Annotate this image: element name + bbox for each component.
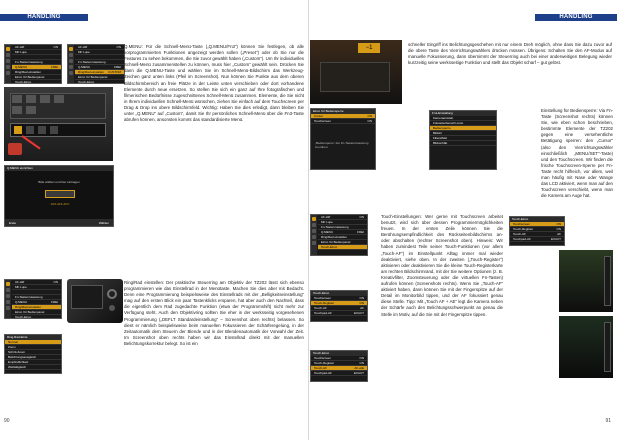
menu-row-label: AF-Hilf	[15, 280, 25, 284]
section-header-left: HANDLING	[0, 14, 88, 21]
menu-list	[12, 280, 61, 318]
screen-message: Bitte wählen und hier eintragen	[38, 180, 80, 184]
menu-screenshot-custom-1	[4, 44, 62, 84]
menu-row-label: Ring/Rad einstellen	[15, 70, 42, 74]
menu-row	[75, 80, 124, 84]
screen-title: Q.MENU einrichten	[5, 166, 113, 171]
menu-row-label: Einst. für Bedienpanel	[15, 310, 45, 314]
menu-row	[311, 371, 367, 376]
menu-row-label: Ring/Rad einstellen	[321, 235, 348, 239]
menu-row-label: Touchscreen	[314, 356, 332, 360]
menu-row-label: Weißabgleich	[8, 365, 27, 369]
menu-row-value: ON	[359, 296, 364, 300]
body-text-qmenu	[124, 44, 304, 278]
menu-row-label: Touch-AF	[513, 232, 526, 236]
menu-row-value: CUSTOM	[108, 70, 121, 74]
touch-setting-screenshot-2	[310, 290, 368, 322]
left-page	[0, 0, 308, 440]
menu-row-label: AF-Hilf	[321, 215, 331, 219]
menu-row-label: Einst. für Bedienpanel	[321, 240, 351, 244]
menu-row-label: Touch-AF	[314, 306, 327, 310]
menu-row-label: Fn-Tastenzuweisung	[78, 60, 106, 64]
menu-row	[311, 311, 367, 316]
screen-title: Touch-Einst.	[510, 217, 564, 222]
menu-row-label: Bildstil	[433, 131, 442, 135]
menu-row-label: Fn-Tastenzuweisung	[15, 60, 43, 64]
screen-footer-end: Ende	[9, 221, 17, 225]
menu-row-label: Q.MENU	[15, 300, 27, 304]
menu-list	[311, 114, 375, 124]
menu-screenshot-ring-dial	[4, 279, 62, 319]
menu-row-value: ON	[359, 356, 364, 360]
menu-row-value: ON	[556, 222, 561, 226]
menu-row-label: Cursor	[314, 114, 324, 118]
camera-back-photo	[67, 279, 123, 323]
menu-row-label: Touchscreen	[513, 222, 531, 226]
menu-row-label: Bediensperre	[433, 126, 451, 130]
menu-row-label: MF Lupe	[78, 50, 90, 54]
menu-row	[311, 119, 375, 124]
touch-setting-screenshot-3	[310, 350, 368, 382]
menu-list	[430, 116, 496, 146]
ring-dial-setting-screenshot	[4, 334, 62, 374]
menu-row	[510, 237, 564, 242]
menu-list	[5, 340, 61, 370]
ring-paragraph: Ring/Rad einstellen: Der praktische Steuerring am Objektiv der TZ202 lässt sich ebenso programmieren wie das Einstellrad in der Menütaste. Machen Sie dies aber mit Bedacht. Denn eine Programmierung beispielsweise des Einstellrads mit der „Belligkeitseinstellung“ mag auf den ersten Blick ein paar Tastenklicks ersparen, hat aber auch den Nachteil, dass die eigentlich dem Rad zugedachte Funktion (etwa der Programmshift) nicht mehr zur Verfügung steht. Auch den Objektivring sollten Sie eher in der werksseitig vorgesehenen Programmierung („DEFLT Standardeinstellung“ – Screenshot oben rechts) belassen. So dient er nämlich beispielsweise beim manuellen Fokussieren der Schärferegelung, in der Zeitautomatik dem Steuern der Blende und in der Blendenautomatik der Vorwahl der Zeit. Im Screenshot oben rechts haben wir das Einstellrad direkt mit der manuellen Belichtungskorrektur belegt. So ist ein	[124, 280, 304, 346]
menu-row-label: Q.MENU	[78, 65, 90, 69]
lock-setting-screenshot	[310, 108, 376, 170]
menu-row-value: ON	[367, 114, 372, 118]
menu-row-label: Zoom	[8, 345, 16, 349]
menu-row-label: Einst. für Bedienpanel	[15, 75, 45, 79]
menu-row-label: Ring/Rad einstellen	[78, 70, 105, 74]
menu-row-value: AF	[557, 232, 561, 236]
menu-row	[12, 315, 61, 319]
menu-row-label: Normal	[8, 340, 18, 344]
body-text-continued	[408, 42, 612, 104]
menu-row-value: FREI	[357, 230, 364, 234]
menu-row-value: AF	[360, 306, 364, 310]
menu-row-label: Filtereffekt	[433, 136, 447, 140]
menu-row-label: Schritt-Zoom	[8, 350, 26, 354]
menu-row-label: Touch-Register	[314, 301, 335, 305]
menu-row-label: Bildverhält.	[433, 141, 448, 145]
menu-row-label: Touchscreen	[314, 119, 332, 123]
menu-row-value: ON	[359, 361, 364, 365]
q-menu-setup-screenshot	[4, 165, 114, 227]
menu-list	[318, 215, 367, 255]
arrow-icon	[21, 135, 40, 149]
lock-paragraph: Einstellung für Bediensperre: Via Fn-Taste (Screenshot rechts) können Sie, wie eben schon beschrieben, bestimmte Elemente der TZ202 gegen eine versehentliche Betätigung sperren: den „Cursor“ (also den Vierrichtungswähler einschließlich „MENU/SET“-Taste) und den Touchscreen. Wir finden die frische Touchscreen-Sperre per Fn-Taste recht hilfreich, vor allem, weil man häufig mit Nase oder Wange das LCD aktiviert, wenn man auf den Touchscreen verschiebt, wenn man die Kamera am Auge hat.	[541, 108, 613, 199]
page-number-right: 91	[605, 418, 611, 424]
menu-row-label: Touch-Einst.	[321, 245, 338, 249]
menu-row	[430, 141, 496, 146]
menu-row-label: AF-Hilf	[78, 45, 88, 49]
menu-list	[75, 45, 124, 83]
menu-row-value: EXACT	[550, 237, 561, 241]
menu-row-label: Q.MENU	[321, 230, 333, 234]
tool-icon	[8, 143, 22, 155]
right-page	[309, 0, 617, 440]
touch-tab-photo-2	[559, 316, 613, 378]
menu-list	[12, 45, 61, 83]
menu-row-label: Fn-Tastenzuweisung	[15, 295, 43, 299]
control-dial-icon	[107, 289, 117, 299]
menu-list	[510, 222, 564, 242]
menu-row-value: ON	[116, 45, 121, 49]
body-text-touch	[381, 214, 503, 317]
menu-row-value: FREI	[114, 65, 121, 69]
screen-title: Touch-Einst.	[311, 351, 367, 356]
touch-tab-photo-1	[559, 250, 613, 312]
touch-setting-screenshot-1	[509, 216, 565, 246]
menu-row-label: MF Lupe	[15, 285, 27, 289]
qmenu-paragraph: Q.MENU: Für die Schnell-Menü-Taste („Q.MENU/Fn3“) können Sie festlegen, ob alle vorprogrammierten Funktionen angezeigt werden sollen („Preset“) oder ob Sie nur die Features zu sehen bekommen, die Sie zuvor gewählt haben („Custom“). Um Ihr individuelles Schnell-Menü zusammenstellen zu können, muss hier „Custom“ gewählt sein. Drücken Sie dann die Q.MENU-Taste und wählen Sie im Schnell-Menü-Bildschirm das Werkzeug-Zeichen ganz unten links (Pfeil im Screenshot). Nun können Sie Punkte aus dem oberen Bildschirmbereich an freie Plätze in der Leiste unten verschieben oder dort vorhandene Elemente durch neue ersetzen. So stellen Sie sich ein ganz auf Ihre fotografischen und filmerischen Bedürfnisse zugeschnittenes Schnell-Menü zusammen. Elemente, die Sie nicht in Ihrem individuellen Schnell-Menü wünschen, ziehen Sie einfach auf dem Touchscreen per Drag & Drop ins obere Bildschirmfeld. Wichtig: Haben Sie dies erledigt, dann bleiben Sie unter „Q.MENU“ auf „Custom“, damit Sie Ihr persönliches Schnell-Menü über die Fn3-Taste abrufen können, ansonsten kommt das standardisierte Menü.	[124, 44, 304, 123]
menu-row-label: Touch-Register	[513, 227, 534, 231]
viewfinder-screenshot	[310, 40, 402, 104]
menu-row-value: FREI	[51, 65, 58, 69]
menu-row-value: FREI	[51, 300, 58, 304]
exposure-readout: −1	[358, 43, 380, 53]
touch-paragraph: Touch-Einstellungen: Wer gerne mit Touchscreen arbeitet benutzt, wird sich über dessen Programmiermöglichkeiten freuen. In der ersten Zeile können Sie die Berührungsempfindlichkeit des Rückseitenbildschirms an- oder abschalten (rechter Screenshot oben). Hinweis: Wir haben zumindest Teile seiner Touch-Funktionen (vor allem „Touch-AF“) im Einstellpunkt Alltag immer mal wieder deaktiviert, siehe oben. In der zweiten („Touch-Register“) aktivieren oder deaktivieren Sie die kleine Touch-Registerkarte am rechten Bildschirmrand, mit der Sie weitere Optionen (z. B. Kreativfilter, Zoomsteuerung oder die virtuellen Fn-Tasten) aufrufen können (Screenshots rechts). Wenn Sie „Touch-AF“ aktiviert haben, dann können Sie mit der Fingerspitze auf der Detail im Monitorbild tippen, und der AF fokussiert genau diese Stelle. Tipp: Mit „Touch AF + AE“ legt die Kamera neben der Schärfe auch den Belichtungsschwerpunkt an genau die Stelle im Motiv, auf die Sie mit der Fingerspitze tippen.	[381, 214, 503, 317]
menu-row-label: Touchpad-AF	[314, 371, 332, 375]
menu-row-label: MF Lupe	[15, 50, 27, 54]
menu-row-label: AF-Hilf	[15, 45, 25, 49]
menu-row-label: Empfindlichkeit	[8, 360, 29, 364]
menu-row-value: ON	[53, 280, 58, 284]
menu-row-label: Ring/Rad einstellen	[15, 305, 42, 309]
menu-row-label: Fn-Tastenzuweisung	[321, 225, 349, 229]
menu-row-label: Touchpad-AF	[513, 237, 531, 241]
menu-row-value: ON	[53, 45, 58, 49]
screen-title: Ring-Rad-Einst.	[5, 335, 61, 340]
menu-row-value: ON	[556, 227, 561, 231]
menu-row	[5, 365, 61, 370]
menu-row-label: Touch-Einst.	[15, 80, 32, 84]
menu-screenshot-touch	[310, 214, 368, 256]
menu-row-label: Touch-Register	[314, 361, 335, 365]
screen-footer-select: Wählen	[98, 221, 109, 225]
screen-title: Einst. für Bediensperre	[311, 109, 375, 114]
menu-row	[12, 80, 61, 84]
fn1-setting-screenshot	[429, 110, 497, 170]
menu-screenshot-custom-2	[67, 44, 125, 84]
menu-row-value: ON	[359, 215, 364, 219]
screen-title: Fn1-Einstellung	[430, 111, 496, 116]
menu-row-label: Touch-Einst.	[15, 315, 32, 319]
menu-row-label: Kameraeinstell.	[433, 116, 454, 120]
page-number-left: 90	[4, 418, 10, 424]
quick-menu-screenshot	[4, 87, 113, 161]
menu-row-label: Touchscreen	[314, 296, 332, 300]
menu-row-label: Q.MENU	[15, 65, 27, 69]
screen-note: „Bediensperre“ der Fn-Tastenzuweisung zuordnen.	[315, 141, 369, 149]
continued-paragraph: schneller Eingriff ins Belichtungsgeschehen mit nur einem Dreh möglich, ohne dass Sie dazu zuvor auf die obere Taste des Vierrichtungswählers drücken müssen. Übrigens: Schalten Sie den AF-Modus auf manuelle Fokussierung, dann übernimmt der Steuerring auch bei einer anderweitigen Belegung wieder kurzzeitig seine werksseitige Funktion und stellt das Objekt scharf – gut gelöst.	[408, 42, 612, 66]
menu-row-value: ON	[367, 119, 372, 123]
screen-af-modes: AFS AFF AFC	[50, 202, 70, 206]
menu-list	[311, 356, 367, 376]
menu-list	[311, 296, 367, 316]
menu-row-value: EXACT	[353, 371, 364, 375]
menu-row-label: Touch-Einst.	[78, 80, 95, 84]
menu-row	[318, 245, 367, 250]
menu-row-value: ON	[359, 301, 364, 305]
menu-row-label: Einst. für Bedienpanel	[78, 75, 108, 79]
menu-row-label: MF Lupe	[321, 220, 333, 224]
menu-row-label: Touchpad-AF	[314, 311, 332, 315]
body-text-ring	[124, 280, 304, 414]
section-header-right: HANDLING	[535, 14, 617, 21]
screen-title: Touch-Einst.	[311, 291, 367, 296]
menu-row-value: AF+AE	[354, 366, 364, 370]
menu-row-label: Fokussierbereich einst.	[433, 121, 464, 125]
menu-row-label: Belichtungsausgleich	[8, 355, 37, 359]
menu-row-value: EXACT	[353, 311, 364, 315]
menu-row-label: Touch-AF	[314, 366, 327, 370]
